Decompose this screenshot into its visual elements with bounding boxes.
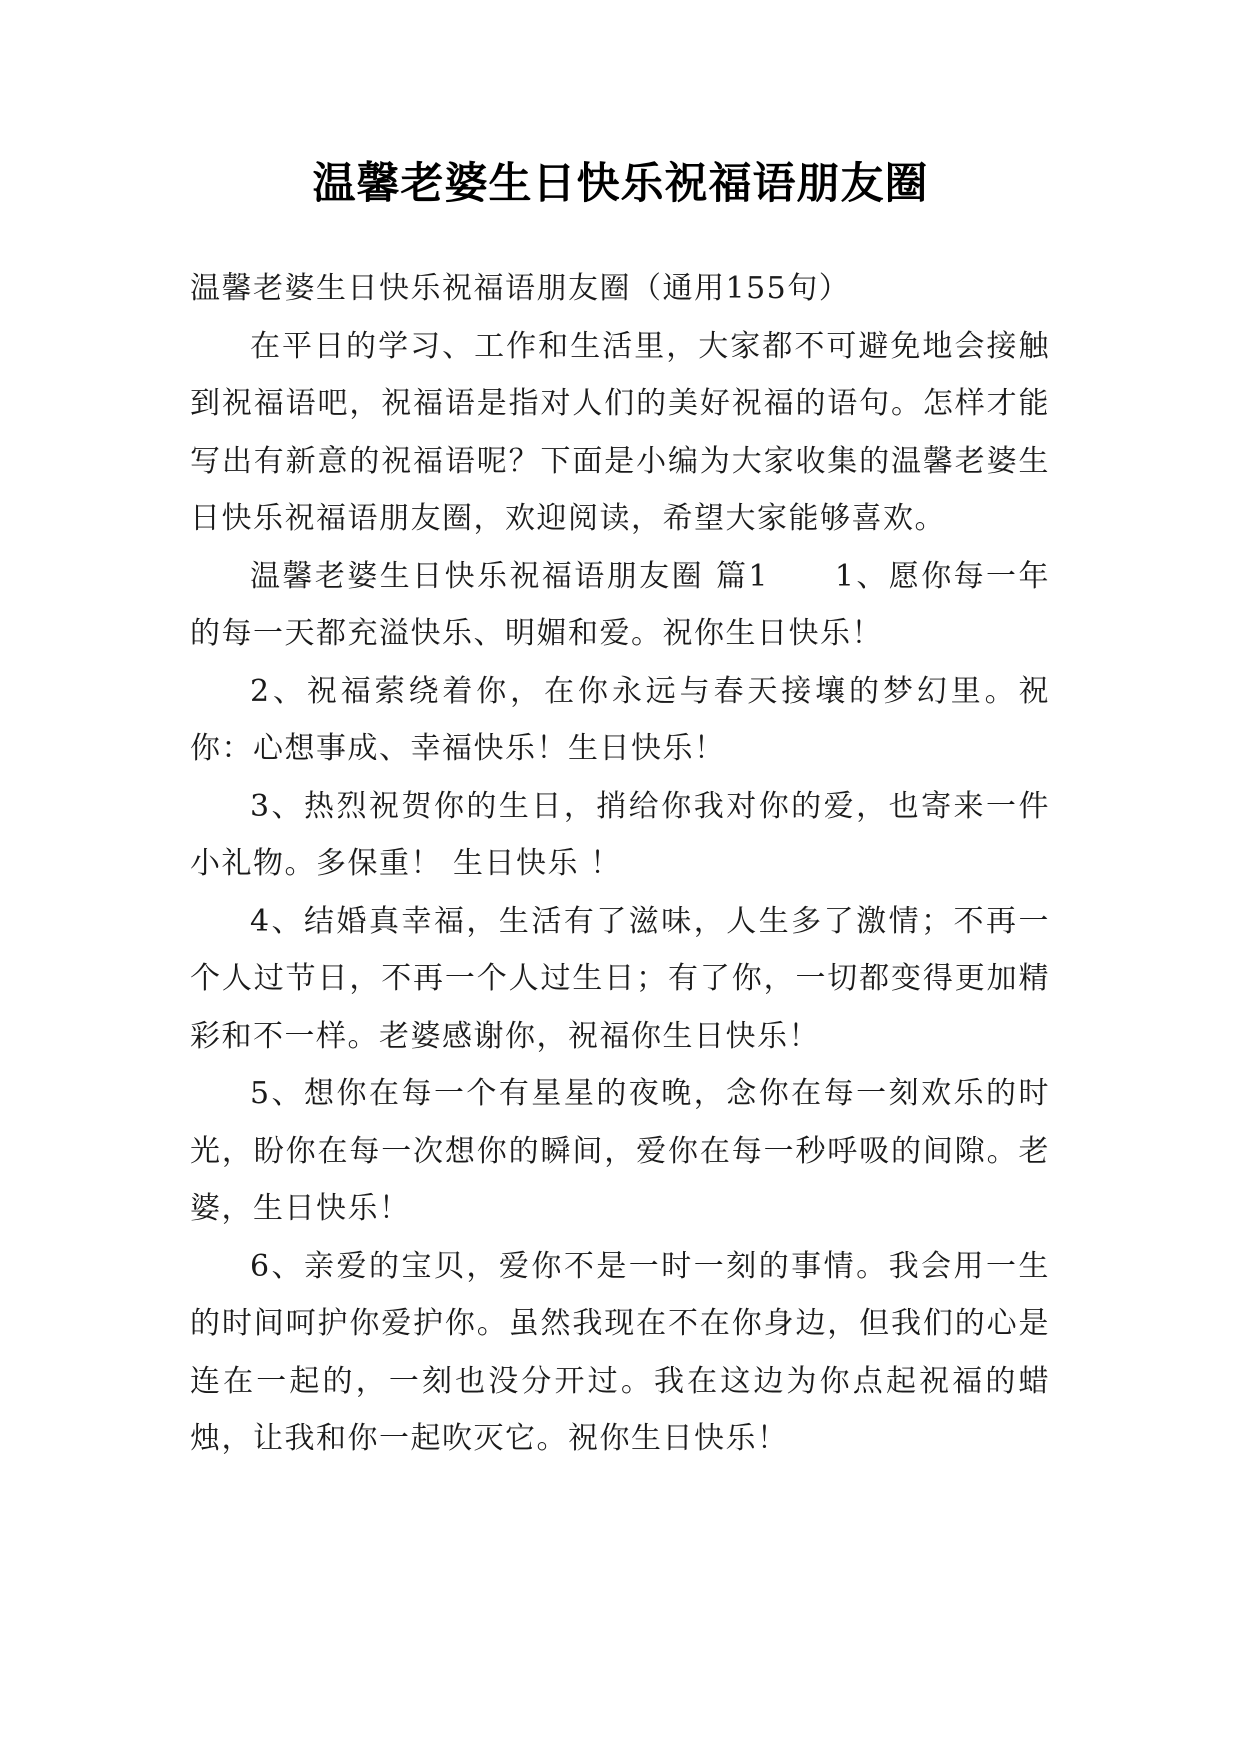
- paragraph-section-1: 温馨老婆生日快乐祝福语朋友圈 篇1 1、愿你每一年的每一天都充溢快乐、明媚和爱。祝你生日快乐！: [190, 558, 1050, 651]
- document-body: [190, 260, 1050, 1468]
- paragraph-intro: 在平日的学习、工作和生活里，大家都不可避免地会接触到祝福语吧，祝福语是指对人们的美好祝福的语句。怎样才能写出有新意的祝福语呢？下面是小编为大家收集的温馨老婆生日快乐祝福语朋友圈，欢迎阅读，希望大家能够喜欢。: [190, 328, 1050, 536]
- paragraph-item-2: 2、祝福萦绕着你，在你永远与春天接壤的梦幻里。祝你：心想事成、幸福快乐！生日快乐！: [190, 673, 1050, 766]
- paragraph-item-5: 5、想你在每一个有星星的夜晚，念你在每一刻欢乐的时光，盼你在每一次想你的瞬间，爱你在每一秒呼吸的间隙。老婆，生日快乐！: [190, 1076, 1050, 1226]
- document-subtitle: 温馨老婆生日快乐祝福语朋友圈（通用155句）: [190, 271, 851, 306]
- paragraph-item-4: 4、结婚真幸福，生活有了滋味，人生多了激情；不再一个人过节日，不再一个人过生日；有了你，一切都变得更加精彩和不一样。老婆感谢你，祝福你生日快乐！: [190, 903, 1050, 1054]
- paragraph-item-3: 3、热烈祝贺你的生日，捎给你我对你的爱，也寄来一件小礼物。多保重！ 生日快乐 ！: [190, 788, 1050, 881]
- document-title: 温馨老婆生日快乐祝福语朋友圈: [312, 159, 929, 209]
- paragraph-item-6: 6、亲爱的宝贝，爱你不是一时一刻的事情。我会用一生的时间呵护你爱护你。虽然我现在不在你身边，但我们的心是连在一起的，一刻也没分开过。我在这边为你点起祝福的蜡烛，让我和你一起吹灭它。祝你生日快乐！: [190, 1248, 1050, 1456]
